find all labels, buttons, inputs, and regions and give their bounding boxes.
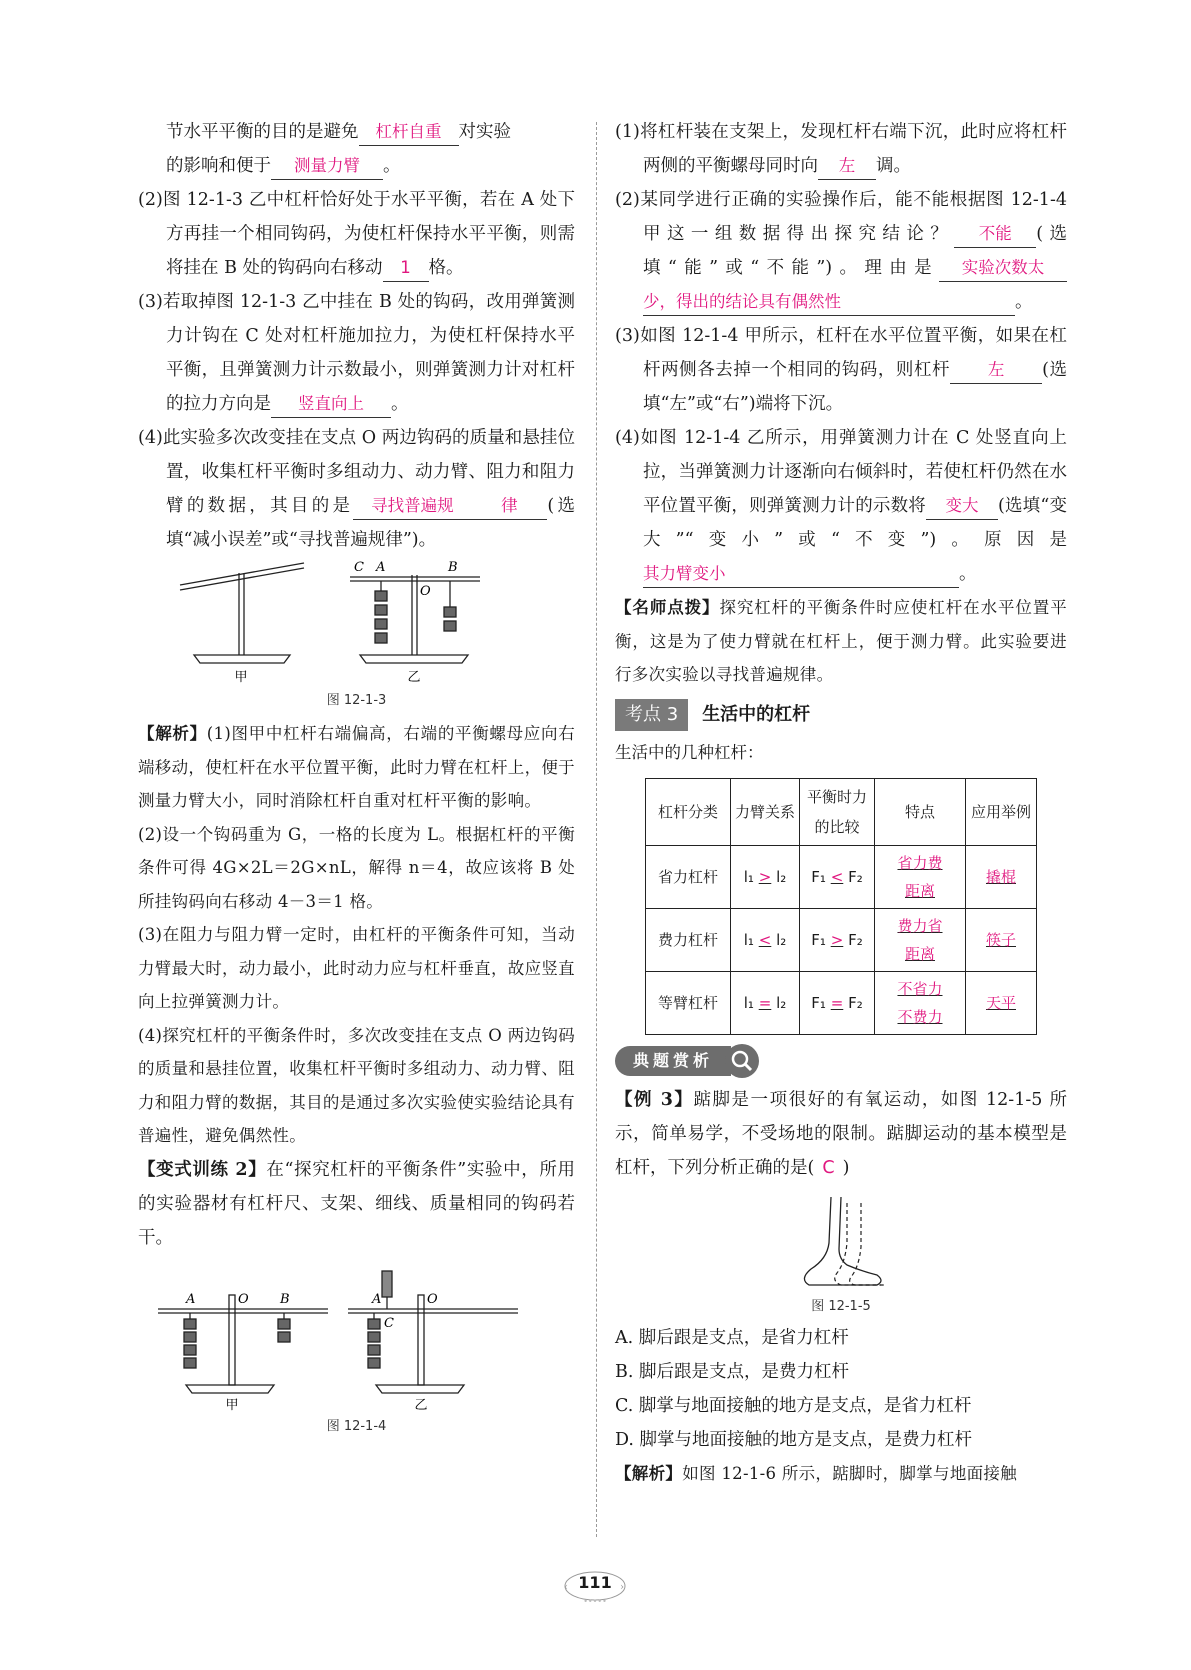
figure-caption: 图 12-1-3 [326,693,387,708]
fig1-label-c: C [354,560,364,575]
question-2: (2)图 12-1-3 乙中杠杆恰好处于水平平衡，若在 A 处下方再挂一个相同钩码，为使杠杆保持水平平衡，则需将挂在 B 处的钩码向右移动 1 格。 [138,183,575,285]
analysis-block: 【解析】(1)图甲中杠杆右端偏高，右端的平衡螺母应向右端移动，使杠杆在水平位置平衡，此时力臂在杠杆上，便于测量力臂大小，同时消除杠杆自重对杠杆平衡的影响。 (2)设一个钩码重为 G，一格的长度为 L。根据杠杆的平衡条件可得 4G×2L＝2G×nL，解得 n＝4，故应该将 B 处所挂钩码向右移动 4－3＝1 格。 (3)在阻力与阻力臂一定时，由杠杆的平衡条件可知，当动力臂最大时，动力最小，此时动力应与杠杆垂直，故应竖直向上拉弹簧测力计。 (4)探究杠杆的平衡条件时，多次改变挂在支点 O 两边钩码的质量和悬挂位置，收集杠杆平衡时多组动力、动力臂、阻力和阻力臂的数据，其目的是通过多次实验使实验结论具有普遍性，避免偶然性。 [138,724,575,1145]
kaodian-header [615,696,1067,734]
right-question-4: (4)如图 12-1-4 乙所示，用弹簧测力计在 C 处竖直向上拉，当弹簧测力计逐渐向右倾斜时，若使杠杆仍然在水平位置平衡，则弹簧测力计的示数将 变大 (选填“变大”“变小”或“不变”)。原因是其力臂变小 。 [615,421,1067,591]
table-row: 省力杠杆 l₁ > l₂ F₁ < F₂ 省力费 距离 撬棍 [646,845,1037,908]
option-d: D. 脚掌与地面接触的地方是支点，是费力杠杆 [615,1429,973,1450]
fig2-label-yi: 乙 [414,1397,428,1411]
fig1-label-o: O [420,584,431,599]
analysis-tag: 【解析】 [138,724,207,743]
fig2-label-a2: A [372,1291,382,1307]
svg-text:›: › [620,1582,624,1593]
lever-stand-jia [180,563,304,663]
svg-text:•••••: ••••• [583,1597,607,1606]
kaodian-title: 生活中的杠杆 [702,703,811,725]
answer-blank: 竖直向上 [271,391,391,418]
answer-blank: 实验次数太 [939,255,1067,282]
right-question-3: (3)如图 12-1-4 甲所示，杠杆在水平位置平衡，如果在杠杆两侧各去掉一个相同的钩码，则杠杆 左 (选填“左”或“右”)端将下沉。 [615,326,1068,414]
example-answer: C [822,1157,835,1178]
table-header: 力臂关系 [731,778,800,845]
option-c: C. 脚掌与地面接触的地方是支点，是省力杠杆 [615,1395,972,1416]
table-header: 杠杆分类 [646,778,731,845]
figure-caption: 图 12-1-4 [326,1418,387,1434]
fig2-label-a: A [186,1291,196,1307]
svg-text:‹: ‹ [564,1582,568,1593]
right-question-1: (1)将杠杆装在支架上，发现杠杆右端下沉，此时应将杠杆两侧的平衡螺母同时向 左 调。 [615,115,1067,183]
option-b: B. 脚后跟是支点，是费力杠杆 [615,1361,849,1382]
fig2-label-o: O [238,1291,249,1307]
column-divider [596,122,597,1537]
apparatus-jia [158,1295,328,1393]
fig2-label-jia: 甲 [225,1397,239,1411]
answer-blank: 杠杆自重 [359,119,459,146]
answer-blank: 1 [383,255,429,282]
table-row: 等臂杠杆 l₁ = l₂ F₁ = F₂ 不省力 不费力 天平 [646,971,1037,1034]
fig2-label-o2: O [427,1291,438,1307]
kaodian-tag: 考点 3 [615,699,688,731]
left-cont-line1: 节水平平衡的目的是避免 杠杆自重 对实验 [138,115,575,149]
figure-12-1-5 [781,1193,901,1297]
fig1-label-jia: 甲 [234,670,248,685]
fig1-label-b: B [448,560,458,575]
section-badge-label: 典题赏析 [615,1046,731,1076]
answer-blank: 测量力臂 [271,153,383,180]
fig1-label-yi: 乙 [407,670,421,685]
page-number-badge [560,1568,630,1608]
table-header: 平衡时力的比较 [800,778,875,845]
answer-blank: 寻找普遍规 [353,493,471,520]
lever-stand-yi [350,575,480,663]
teacher-tip: 【名师点拨】探究杠杆的平衡条件时应使杠杆在水平位置平衡，这是为了使力臂就在杠杆上，便于测力臂。此实验要进行多次实验以寻找普遍规律。 [615,598,1067,684]
answer-blank: 少，得出的结论具有偶然性 [643,289,1015,316]
table-header: 应用举例 [966,778,1037,845]
fig2-label-b: B [280,1291,290,1307]
section-badge [615,1043,1067,1079]
fig1-label-a: A [376,560,386,575]
table-header: 特点 [875,778,966,845]
apparatus-yi [348,1271,518,1393]
figure-12-1-4 [138,1269,575,1411]
page-number: 111 [578,1573,612,1592]
right-question-2: (2)某同学进行正确的实验操作后，能不能根据图 12-1-4 甲这一组数据得出探究结论？ 不能 (选填“能”或“不能”)。理由是 实验次数太少，得出的结论具有偶然性 。 [615,183,1067,319]
variant-training: 【变式训练 2】在“探究杠杆的平衡条件”实验中，所用的实验器材有杠杆尺、支架、细线、质量相同的钩码若干。 [138,1159,575,1248]
question-4: (4)此实验多次改变挂在支点 O 两边钩码的质量和悬挂位置，收集杠杆平衡时多组动力、动力臂、阻力和阻力臂的数据，其目的是 寻找普遍规 律 (选填“减小误差”或“寻找普遍规律”)。 [138,428,576,550]
left-column [138,115,575,1437]
option-a: A. 脚后跟是支点，是省力杠杆 [615,1327,849,1348]
example-3: 【例 3】踮脚是一项很好的有氧运动，如图 12-1-5 所示，简单易学，不受场地的限制。踮脚运动的基本模型是杠杆，下列分析正确的是( C ) [615,1089,1067,1178]
question-3: (3)若取掉图 12-1-3 乙中挂在 B 处的钩码，改用弹簧测力计钩在 C 处对杠杆施加拉力，为使杠杆保持水平平衡，且弹簧测力计示数最小，则弹簧测力计对杠杆的拉力方向是 竖直向上 。 [138,285,575,421]
figure-caption: 图 12-1-5 [811,1298,871,1314]
table-intro: 生活中的几种杠杆： [615,742,764,762]
table-row: 费力杠杆 l₁ < l₂ F₁ > F₂ 费力省 距离 筷子 [646,908,1037,971]
answer-blank: 变大 [926,493,998,520]
answer-blank: 左 [818,153,876,180]
fig2-label-c: C [384,1315,394,1331]
figure-12-1-3 [138,557,575,685]
lever-table [645,778,1037,1035]
answer-blank: 其力臂变小 [643,561,959,588]
right-column [615,115,1067,1490]
left-cont-line2: 的影响和便于 测量力臂 。 [138,149,575,183]
table-header-row [646,778,1037,845]
analysis-tail: 【解析】如图 12-1-6 所示，踮脚时，脚掌与地面接触 [615,1463,1018,1483]
magnifier-icon [725,1044,759,1078]
answer-blank: 律 [471,493,547,520]
answer-blank: 左 [950,357,1042,384]
answer-blank: 不能 [954,221,1036,248]
